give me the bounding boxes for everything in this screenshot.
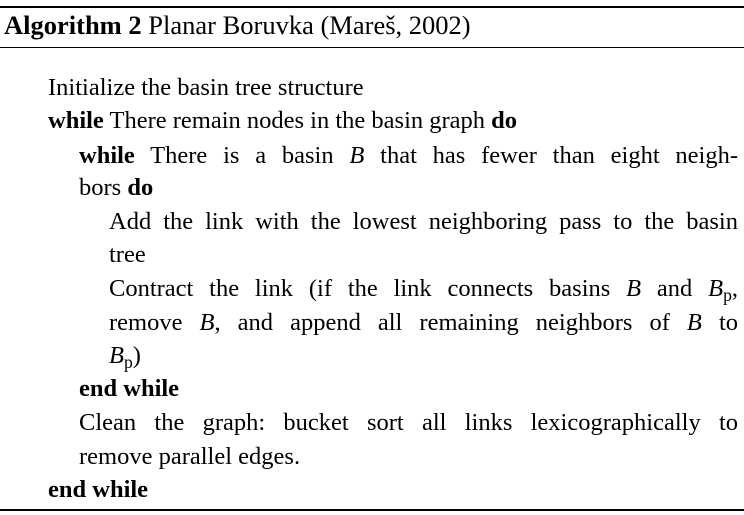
- symbol-B: B: [626, 275, 642, 302]
- step-contract-text-a: Contract the link (if the link connects basins: [109, 275, 611, 302]
- symbol-Bp: [109, 342, 133, 372]
- caption-rule: [0, 47, 744, 48]
- keyword-do: do: [491, 107, 518, 134]
- symbol-Bp-subscript: p: [723, 284, 732, 305]
- symbol-B: B: [686, 309, 702, 336]
- step-clean: [79, 406, 738, 439]
- inner-while-condition-c: bors: [79, 174, 122, 201]
- keyword-end-while: end while: [79, 375, 180, 402]
- symbol-Bp-subscript: p: [123, 351, 133, 372]
- symbol-Bp: [708, 275, 732, 305]
- bottom-rule: [0, 509, 744, 511]
- step-add-link-cont: [109, 238, 146, 271]
- inner-while-condition-b: that has fewer than eight neigh-: [380, 142, 739, 169]
- keyword-while: while: [48, 107, 104, 134]
- algorithm-label: Algorithm 2: [4, 10, 142, 40]
- step-contract-text-b1: remove: [109, 309, 183, 336]
- inner-end-while: [79, 372, 179, 405]
- outer-while-condition: There remain nodes in the basin graph: [109, 107, 486, 134]
- outer-while-header: [48, 104, 517, 137]
- keyword-end-while: end while: [48, 476, 149, 503]
- step-add-link-text-a: Add the link with the lowest neighboring pass to the basin: [109, 208, 738, 235]
- inner-while-condition-a: There is a basin: [150, 142, 334, 169]
- step-clean-text-b: remove parallel edges.: [79, 443, 301, 470]
- outer-end-while: [48, 473, 148, 506]
- algorithm-caption: [4, 9, 471, 41]
- step-clean-cont: [79, 440, 300, 473]
- symbol-Bp-base: B: [708, 275, 724, 302]
- step-initialize: [48, 71, 364, 104]
- step-contract-text-b2: , and append all remaining neighbors of: [214, 309, 670, 336]
- keyword-do: do: [127, 174, 154, 201]
- step-contract-and: and: [656, 275, 693, 302]
- symbol-Bp-base: B: [109, 342, 124, 369]
- step-contract-text-b3: to: [718, 309, 738, 336]
- punctuation-comma: ,: [731, 275, 739, 302]
- step-clean-text-a: Clean the graph: bucket sort all links lexicographically to: [79, 409, 738, 436]
- inner-while-header: [79, 139, 738, 172]
- step-contract-close-paren: ): [132, 342, 141, 369]
- step-contract-cont: [109, 306, 738, 339]
- algorithm-title: Planar Boruvka (Mareš, 2002): [148, 10, 471, 40]
- step-add-link: [109, 205, 738, 238]
- keyword-while: while: [79, 142, 135, 169]
- inner-while-header-cont: [79, 171, 153, 204]
- top-rule: [0, 6, 744, 8]
- step-add-link-text-b: tree: [109, 241, 146, 268]
- step-initialize-text: Initialize the basin tree structure: [48, 74, 364, 101]
- symbol-B: B: [349, 142, 365, 169]
- symbol-B: B: [199, 309, 215, 336]
